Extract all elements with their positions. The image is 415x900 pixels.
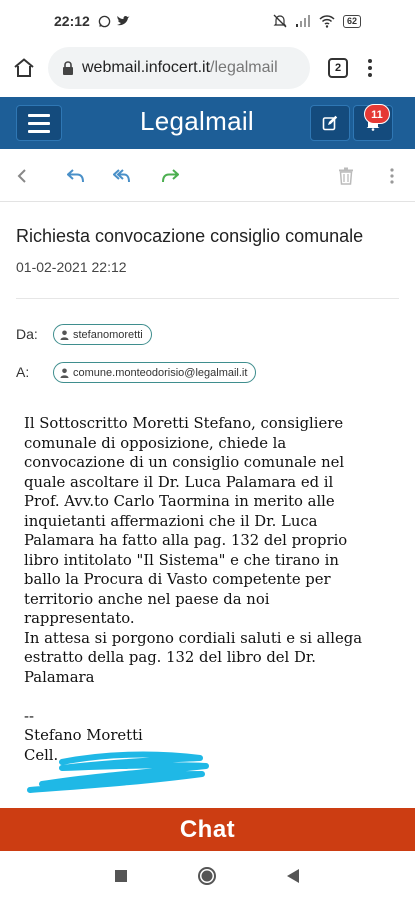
message-date: 01-02-2021 22:12 <box>16 259 127 275</box>
to-label: A: <box>16 364 30 380</box>
trash-icon <box>338 167 354 185</box>
forward-button[interactable] <box>158 164 182 188</box>
twitter-icon <box>116 15 130 27</box>
url-path: /legalmail <box>210 59 278 76</box>
sender-address: stefanomoretti <box>73 328 143 341</box>
compose-icon <box>322 115 338 131</box>
signal-icon <box>295 15 311 28</box>
message-subject: Richiesta convocazione consiglio comunale <box>16 226 364 246</box>
battery-indicator: 62 <box>343 15 361 28</box>
user-icon <box>60 368 69 378</box>
system-navigation-bar <box>0 851 415 900</box>
triangle-back-icon <box>286 868 300 884</box>
message-toolbar <box>0 150 415 202</box>
home-nav-button[interactable] <box>196 865 218 887</box>
home-button[interactable] <box>0 58 48 78</box>
home-icon <box>13 58 35 78</box>
from-label: Da: <box>16 326 38 342</box>
user-icon <box>60 330 69 340</box>
header-divider <box>16 298 399 299</box>
legalmail-logo: Legalmail <box>140 106 254 136</box>
app-header <box>0 97 415 149</box>
more-vertical-icon <box>390 168 394 184</box>
forward-icon <box>161 169 179 183</box>
lock-icon <box>62 61 74 76</box>
back-button[interactable] <box>10 164 34 188</box>
reply-icon <box>67 169 85 183</box>
recents-button[interactable] <box>110 865 132 887</box>
chat-button[interactable]: Chat <box>0 808 415 851</box>
tab-switcher-button[interactable]: 2 <box>328 58 348 78</box>
reply-all-icon <box>113 169 131 183</box>
chevron-left-icon <box>17 168 27 184</box>
url-host: webmail.infocert.it <box>82 59 211 76</box>
whatsapp-icon <box>98 15 111 28</box>
back-nav-button[interactable] <box>282 865 304 887</box>
delete-button[interactable] <box>334 164 358 188</box>
status-bar <box>0 0 415 42</box>
more-options-button[interactable] <box>380 164 404 188</box>
circle-icon <box>197 866 217 886</box>
recipient-address: comune.monteodorisio@legalmail.it <box>73 366 248 379</box>
mute-icon <box>273 14 287 28</box>
wifi-icon <box>319 15 335 28</box>
hamburger-menu-button[interactable] <box>16 105 62 141</box>
reply-all-button[interactable] <box>110 164 134 188</box>
notification-badge: 11 <box>364 104 390 124</box>
browser-menu-button[interactable] <box>368 59 372 77</box>
square-icon <box>114 869 128 883</box>
recipient-chip[interactable] <box>53 362 256 383</box>
sender-chip[interactable] <box>53 324 152 345</box>
redaction-scribble <box>22 744 212 794</box>
message-body: Il Sottoscritto Moretti Stefano, consigliere comunale di opposizione, chiede la convocazione di un consiglio comunale nel quale ascoltare il Dr. Luca Palamara ed il Prof. Avv.to Carlo Taormina in merito alle inquietanti affermazioni che il Dr. Luca Palamara ha fatto alla pag. 132 del proprio libro intitolato "Il Sistema" e che tirano in ballo la Procura di Vasto competente per territorio anche nel paese da noi rappresentato. In attesa si porgono cordiali saluti e si allega estratto della pag. 132 del libro del Dr. Palamara -- Stefano Moretti Cell. <box>24 415 363 764</box>
reply-button[interactable] <box>64 164 88 188</box>
browser-bar <box>0 42 415 94</box>
status-time: 22:12 <box>54 13 90 29</box>
compose-button[interactable] <box>310 105 350 141</box>
address-bar[interactable] <box>48 47 310 89</box>
